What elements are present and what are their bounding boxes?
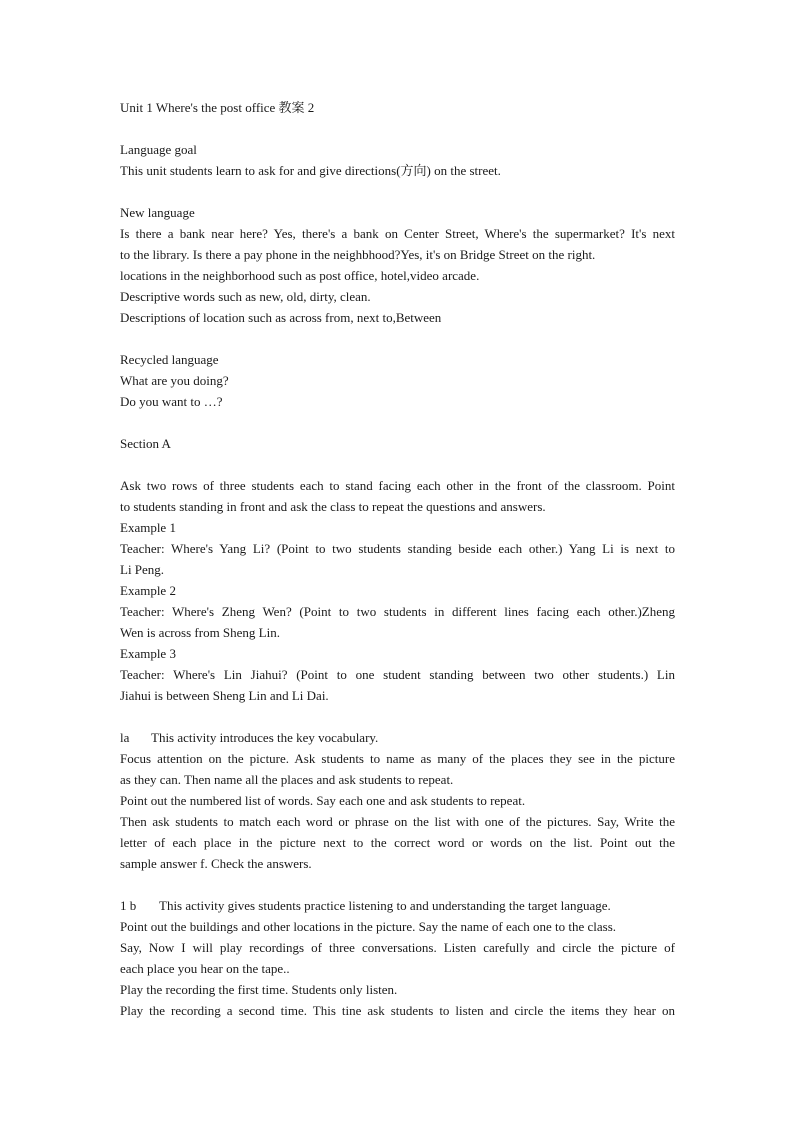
activity-1b-line: Play the recording the first time. Students only listen. xyxy=(120,982,398,997)
activity-1a-line: Focus attention on the picture. Ask students to name as many of the places they see in the picture xyxy=(120,751,675,766)
example-line: Teacher: Where's Yang Li? (Point to two students standing beside each other.) Yang Li is next to xyxy=(120,541,675,556)
spacer xyxy=(120,181,675,202)
spacer xyxy=(120,454,675,475)
activity-1b-line: each place you hear on the tape.. xyxy=(120,961,290,976)
language-goal-text: This unit students learn to ask for and give directions(方向) on the street. xyxy=(120,163,501,178)
recycled-language-line: What are you doing? xyxy=(120,373,229,388)
recycled-language-line: Do you want to …? xyxy=(120,394,223,409)
activity-1a-line: Point out the numbered list of words. Say each one and ask students to repeat. xyxy=(120,793,526,808)
new-language-heading: New language xyxy=(120,205,195,220)
language-goal-heading: Language goal xyxy=(120,142,197,157)
document-title: Unit 1 Where's the post office 教案 2 xyxy=(120,100,315,115)
activity-1b-label: 1 b xyxy=(120,898,137,913)
example-label: Example 3 xyxy=(120,646,176,661)
activity-1b-line: Play the recording a second time. This tine ask students to listen and circle the items they hear on xyxy=(120,1003,675,1018)
example-line: Teacher: Where's Zheng Wen? (Point to two students in different lines facing each other.)Zheng xyxy=(120,604,675,619)
activity-1a-line: as they can. Then name all the places and ask students to repeat. xyxy=(120,772,454,787)
activity-1a-line: letter of each place in the picture next to the correct word or words on the list. Point out the xyxy=(120,835,675,850)
spacer xyxy=(120,706,675,727)
activity-1a-description: This activity introduces the key vocabulary. xyxy=(151,730,379,745)
section-a-heading: Section A xyxy=(120,436,171,451)
spacer xyxy=(120,118,675,139)
example-label: Example 1 xyxy=(120,520,176,535)
activity-1a-line: sample answer f. Check the answers. xyxy=(120,856,312,871)
activity-1a-label: la xyxy=(120,730,130,745)
activity-1b-line: Point out the buildings and other locations in the picture. Say the name of each one to the class. xyxy=(120,919,617,934)
example-line: Teacher: Where's Lin Jiahui? (Point to one student standing between two other students.) Lin xyxy=(120,667,675,682)
example-line: Wen is across from Sheng Lin. xyxy=(120,625,280,640)
example-line: Jiahui is between Sheng Lin and Li Dai. xyxy=(120,688,329,703)
activity-1a-header xyxy=(120,727,675,748)
example-line: Li Peng. xyxy=(120,562,165,577)
new-language-line: Descriptive words such as new, old, dirty, clean. xyxy=(120,289,371,304)
spacer xyxy=(120,874,675,895)
spacer xyxy=(120,412,675,433)
new-language-line: locations in the neighborhood such as post office, hotel,video arcade. xyxy=(120,268,480,283)
document-body xyxy=(120,97,675,1021)
activity-1b-header xyxy=(120,895,675,916)
section-a-intro-line: to students standing in front and ask the class to repeat the questions and answers. xyxy=(120,499,546,514)
new-language-line: to the library. Is there a pay phone in the neighbhood?Yes, it's on Bridge Street on the right. xyxy=(120,247,596,262)
activity-1a-line: Then ask students to match each word or phrase on the list with one of the pictures. Say, Write the xyxy=(120,814,675,829)
new-language-line: Descriptions of location such as across from, next to,Between xyxy=(120,310,442,325)
recycled-language-heading: Recycled language xyxy=(120,352,219,367)
activity-1b-line: Say, Now I will play recordings of three conversations. Listen carefully and circle the picture of xyxy=(120,940,675,955)
spacer xyxy=(120,328,675,349)
section-a-intro-line: Ask two rows of three students each to stand facing each other in the front of the classroom. Point xyxy=(120,478,675,493)
activity-1b-description: This activity gives students practice listening to and understanding the target language. xyxy=(159,898,611,913)
example-label: Example 2 xyxy=(120,583,176,598)
new-language-line: Is there a bank near here? Yes, there's a bank on Center Street, Where's the supermarket? It's next xyxy=(120,226,675,241)
